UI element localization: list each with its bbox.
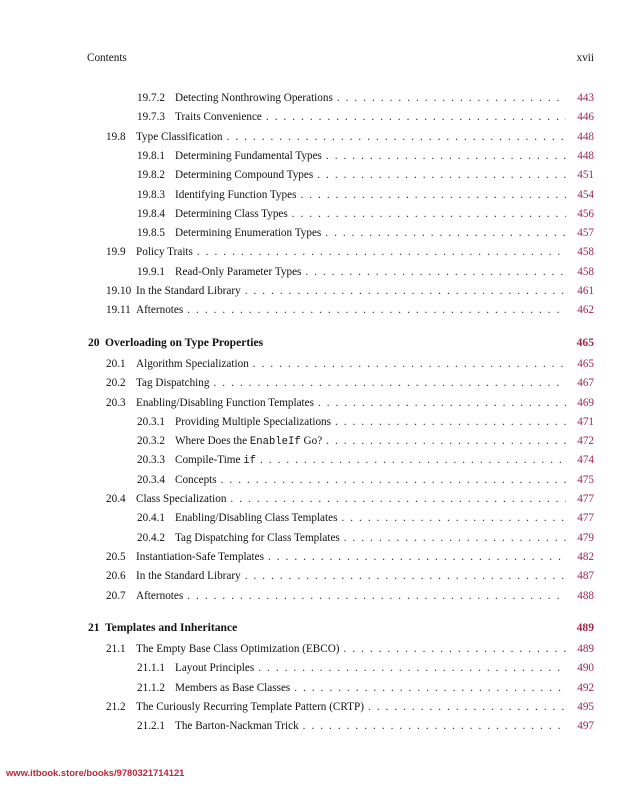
toc-entry-page-number[interactable]: 489 <box>577 643 594 656</box>
toc-entry[interactable] <box>106 129 594 145</box>
toc-entry-page-number[interactable]: 477 <box>577 512 594 525</box>
toc-entry[interactable] <box>137 680 594 696</box>
toc-entry-number: 20.2 <box>106 377 126 390</box>
toc-entry-number: 20.3.2 <box>137 435 165 448</box>
dot-leader <box>337 90 566 106</box>
toc-entry[interactable] <box>137 530 594 546</box>
toc-entry-number: 19.8.3 <box>137 188 165 201</box>
toc-entry[interactable] <box>106 356 594 372</box>
dot-leader <box>213 375 566 391</box>
toc-entry-number: 20.3 <box>106 396 126 409</box>
toc-entry-page-number[interactable]: 465 <box>576 335 594 349</box>
toc-entry-page-number[interactable]: 448 <box>577 130 594 143</box>
toc-entry-page-number[interactable]: 458 <box>577 246 594 259</box>
toc-entry-title: The Barton-Nackman Trick <box>175 720 299 733</box>
dot-leader <box>266 109 566 125</box>
toc-entry-page-number[interactable]: 471 <box>577 415 594 428</box>
toc-entry-title: In the Standard Library <box>136 285 241 297</box>
toc-entry-title: Instantiation-Safe Templates <box>136 550 264 563</box>
toc-entry-title <box>175 433 326 450</box>
page-header <box>87 52 594 64</box>
toc-entry[interactable] <box>106 244 594 260</box>
toc-entry[interactable] <box>106 375 594 391</box>
toc-entry[interactable] <box>106 568 594 584</box>
toc-entry-number: 19.7.3 <box>137 111 165 124</box>
toc-entry-title: Determining Enumeration Types <box>175 227 322 240</box>
toc-entry-title: Providing Multiple Specializations <box>175 415 331 428</box>
toc-entry-page-number[interactable]: 448 <box>577 149 594 162</box>
toc-entry[interactable] <box>137 718 594 734</box>
toc-entry[interactable] <box>106 491 594 507</box>
toc-entry[interactable] <box>137 414 594 430</box>
toc-entry-title: Overloading on Type Properties <box>105 335 264 349</box>
toc-entry[interactable] <box>106 395 594 411</box>
toc-entry[interactable] <box>137 187 594 203</box>
toc-entry[interactable] <box>137 510 594 526</box>
toc-entry[interactable] <box>137 225 594 241</box>
toc-entry[interactable] <box>106 641 594 657</box>
toc-chapter-entry[interactable] <box>88 620 594 636</box>
toc-entry-page-number[interactable]: 492 <box>577 681 594 694</box>
toc-entry-title: Afternotes <box>136 304 184 317</box>
toc-entry[interactable] <box>137 109 594 125</box>
toc-entry-title: Tag Dispatching for Class Templates <box>175 531 340 544</box>
dot-leader <box>326 433 566 449</box>
toc-entry-title: Detecting Nonthrowing Operations <box>175 92 333 104</box>
dot-leader <box>197 244 566 260</box>
toc-entry-number: 20.4.2 <box>137 531 165 544</box>
toc-entry-title: Traits Convenience <box>175 111 262 124</box>
dot-leader <box>268 549 566 565</box>
dot-leader <box>318 395 566 411</box>
toc-entry[interactable] <box>137 264 594 280</box>
toc-entry-page-number[interactable]: 457 <box>577 227 594 240</box>
toc-entry[interactable] <box>137 148 594 164</box>
dot-leader <box>245 283 566 299</box>
toc-entry-title: Read-Only Parameter Types <box>175 265 302 278</box>
dot-leader <box>344 641 566 657</box>
toc-entry[interactable] <box>137 433 594 449</box>
toc-entry-title: Determining Class Types <box>175 207 288 220</box>
toc-entry-number: 19.10 <box>106 285 132 297</box>
toc-entry-title: Determining Compound Types <box>175 169 314 182</box>
toc-entry-title-text: Go? <box>300 435 323 448</box>
dot-leader <box>325 225 566 241</box>
toc-entry-number: 20.5 <box>106 550 126 563</box>
toc-entry-number: 20.3.4 <box>137 473 165 486</box>
toc-entry-number: 20.7 <box>106 589 126 602</box>
toc-entry-title <box>175 452 260 469</box>
toc-entry-page-number[interactable]: 446 <box>577 111 594 124</box>
toc-entry-title: Determining Fundamental Types <box>175 149 322 162</box>
dot-leader <box>253 356 566 372</box>
toc-entry-number: 20.3.1 <box>137 415 165 428</box>
toc-entry-number: 19.7.2 <box>137 92 165 104</box>
dot-leader <box>187 588 566 604</box>
toc-entry-number: 20 <box>88 335 100 349</box>
dot-leader <box>303 718 566 734</box>
toc-entry-title: Class Specialization <box>136 493 227 505</box>
toc-entry-title: The Empty Base Class Optimization (EBCO) <box>136 643 340 656</box>
toc-entry-number: 21.1 <box>106 643 126 656</box>
dot-leader <box>368 699 566 715</box>
dot-leader <box>260 452 566 468</box>
toc-entry-number: 20.4.1 <box>137 512 165 525</box>
toc-entry-page-number[interactable]: 474 <box>577 454 594 467</box>
dot-leader <box>335 414 566 430</box>
toc-entry-number: 21.1.2 <box>137 681 165 694</box>
toc-entry-number: 20.4 <box>106 493 126 505</box>
toc-entry[interactable] <box>106 588 594 604</box>
toc-entry-page-number[interactable]: 451 <box>577 169 594 182</box>
toc-entry[interactable] <box>137 660 594 676</box>
toc-entry-title: Policy Traits <box>136 246 193 259</box>
toc-entry-number: 20.3.3 <box>137 454 165 467</box>
toc-entry-page-number[interactable]: 488 <box>577 589 594 602</box>
toc-entry-number: 19.11 <box>106 304 131 317</box>
running-head-title: Contents <box>87 52 127 64</box>
toc-entry-number: 19.8 <box>106 130 126 143</box>
toc-entry-number: 19.9 <box>106 246 126 259</box>
toc-entry[interactable] <box>137 472 594 488</box>
toc-entry[interactable] <box>106 302 594 318</box>
toc-entry-title: Algorithm Specialization <box>136 357 249 370</box>
toc-entry-page-number[interactable]: 495 <box>577 701 594 713</box>
toc-entry-page-number[interactable]: 443 <box>577 92 594 104</box>
toc-entry-title: Templates and Inheritance <box>105 620 238 634</box>
dot-leader <box>187 302 566 318</box>
dot-leader <box>230 491 566 507</box>
toc-entry-title-text: Where Does the <box>175 435 250 448</box>
toc-entry[interactable] <box>137 90 594 106</box>
toc-entry[interactable] <box>106 549 594 565</box>
toc-entry-title: Members as Base Classes <box>175 681 291 694</box>
toc-entry-number: 21.2 <box>106 701 126 713</box>
toc-entry-number: 20.1 <box>106 357 126 370</box>
toc-entry-page-number[interactable]: 472 <box>577 435 594 448</box>
toc-entry-title: The Curiously Recurring Template Pattern (CRTP) <box>136 701 364 713</box>
toc-entry[interactable] <box>137 167 594 183</box>
watermark-link[interactable]: www.itbook.store/books/9780321714121 <box>6 767 185 778</box>
toc-entry-page-number[interactable]: 475 <box>577 473 594 486</box>
toc-entry-number: 21 <box>88 620 100 634</box>
toc-entry-page-number[interactable]: 497 <box>577 720 594 733</box>
toc-entry-number: 19.8.2 <box>137 169 165 182</box>
toc-entry-page-number[interactable]: 456 <box>577 207 594 220</box>
toc-entry-title: In the Standard Library <box>136 570 241 583</box>
toc-entry-title: Identifying Function Types <box>175 188 297 201</box>
toc-entry-title-text: Compile-Time <box>175 454 244 467</box>
dot-leader <box>292 206 566 222</box>
toc-entry-number: 21.2.1 <box>137 720 165 733</box>
toc-entry-title: Concepts <box>175 473 217 486</box>
dot-leader <box>305 264 566 280</box>
toc-entry-page-number[interactable]: 465 <box>577 357 594 370</box>
toc-chapter-entry[interactable] <box>88 335 594 351</box>
dot-leader <box>294 680 566 696</box>
toc-entry-number: 19.8.1 <box>137 149 165 162</box>
toc-entry-page-number[interactable]: 487 <box>577 570 594 583</box>
toc-entry[interactable] <box>106 699 594 715</box>
toc-entry-page-number[interactable]: 482 <box>577 550 594 563</box>
dot-leader <box>341 510 566 526</box>
toc-entry-page-number[interactable]: 454 <box>577 188 594 201</box>
toc-entry-number: 19.9.1 <box>137 265 165 278</box>
running-head-page-number: xvii <box>576 52 594 64</box>
toc-entry-page-number[interactable]: 461 <box>577 285 594 297</box>
dot-leader <box>344 530 566 546</box>
toc-entry-title: Afternotes <box>136 589 184 602</box>
toc-entry[interactable] <box>137 452 594 468</box>
toc-entry-page-number[interactable]: 469 <box>577 396 594 409</box>
toc-entry[interactable] <box>106 283 594 299</box>
toc-entry[interactable] <box>137 206 594 222</box>
toc-entry-page-number[interactable]: 489 <box>576 620 594 634</box>
toc-entry-title-code: EnableIf <box>249 436 301 449</box>
toc-entry-title: Layout Principles <box>175 662 255 675</box>
toc-entry-number: 19.8.5 <box>137 227 165 240</box>
toc-entry-page-number[interactable]: 458 <box>577 265 594 278</box>
toc-entry-page-number[interactable]: 477 <box>577 493 594 505</box>
dot-leader <box>227 129 566 145</box>
dot-leader <box>300 187 566 203</box>
toc-entry-title: Enabling/Disabling Function Templates <box>136 396 314 409</box>
dot-leader <box>221 472 566 488</box>
toc-entry-title-code: if <box>243 455 256 468</box>
toc-entry-title: Type Classification <box>136 130 223 143</box>
toc-entry-page-number[interactable]: 462 <box>577 304 594 317</box>
toc-entry-page-number[interactable]: 479 <box>577 531 594 544</box>
toc-entry-page-number[interactable]: 490 <box>577 662 594 675</box>
dot-leader <box>326 148 566 164</box>
toc-entry-number: 19.8.4 <box>137 207 165 220</box>
dot-leader <box>258 660 566 676</box>
toc-entry-title: Enabling/Disabling Class Templates <box>175 512 338 525</box>
dot-leader <box>245 568 566 584</box>
toc-entry-title: Tag Dispatching <box>136 377 210 390</box>
dot-leader <box>317 167 566 183</box>
toc-entry-page-number[interactable]: 467 <box>577 377 594 390</box>
toc-entry-number: 20.6 <box>106 570 126 583</box>
toc-entry-number: 21.1.1 <box>137 662 165 675</box>
